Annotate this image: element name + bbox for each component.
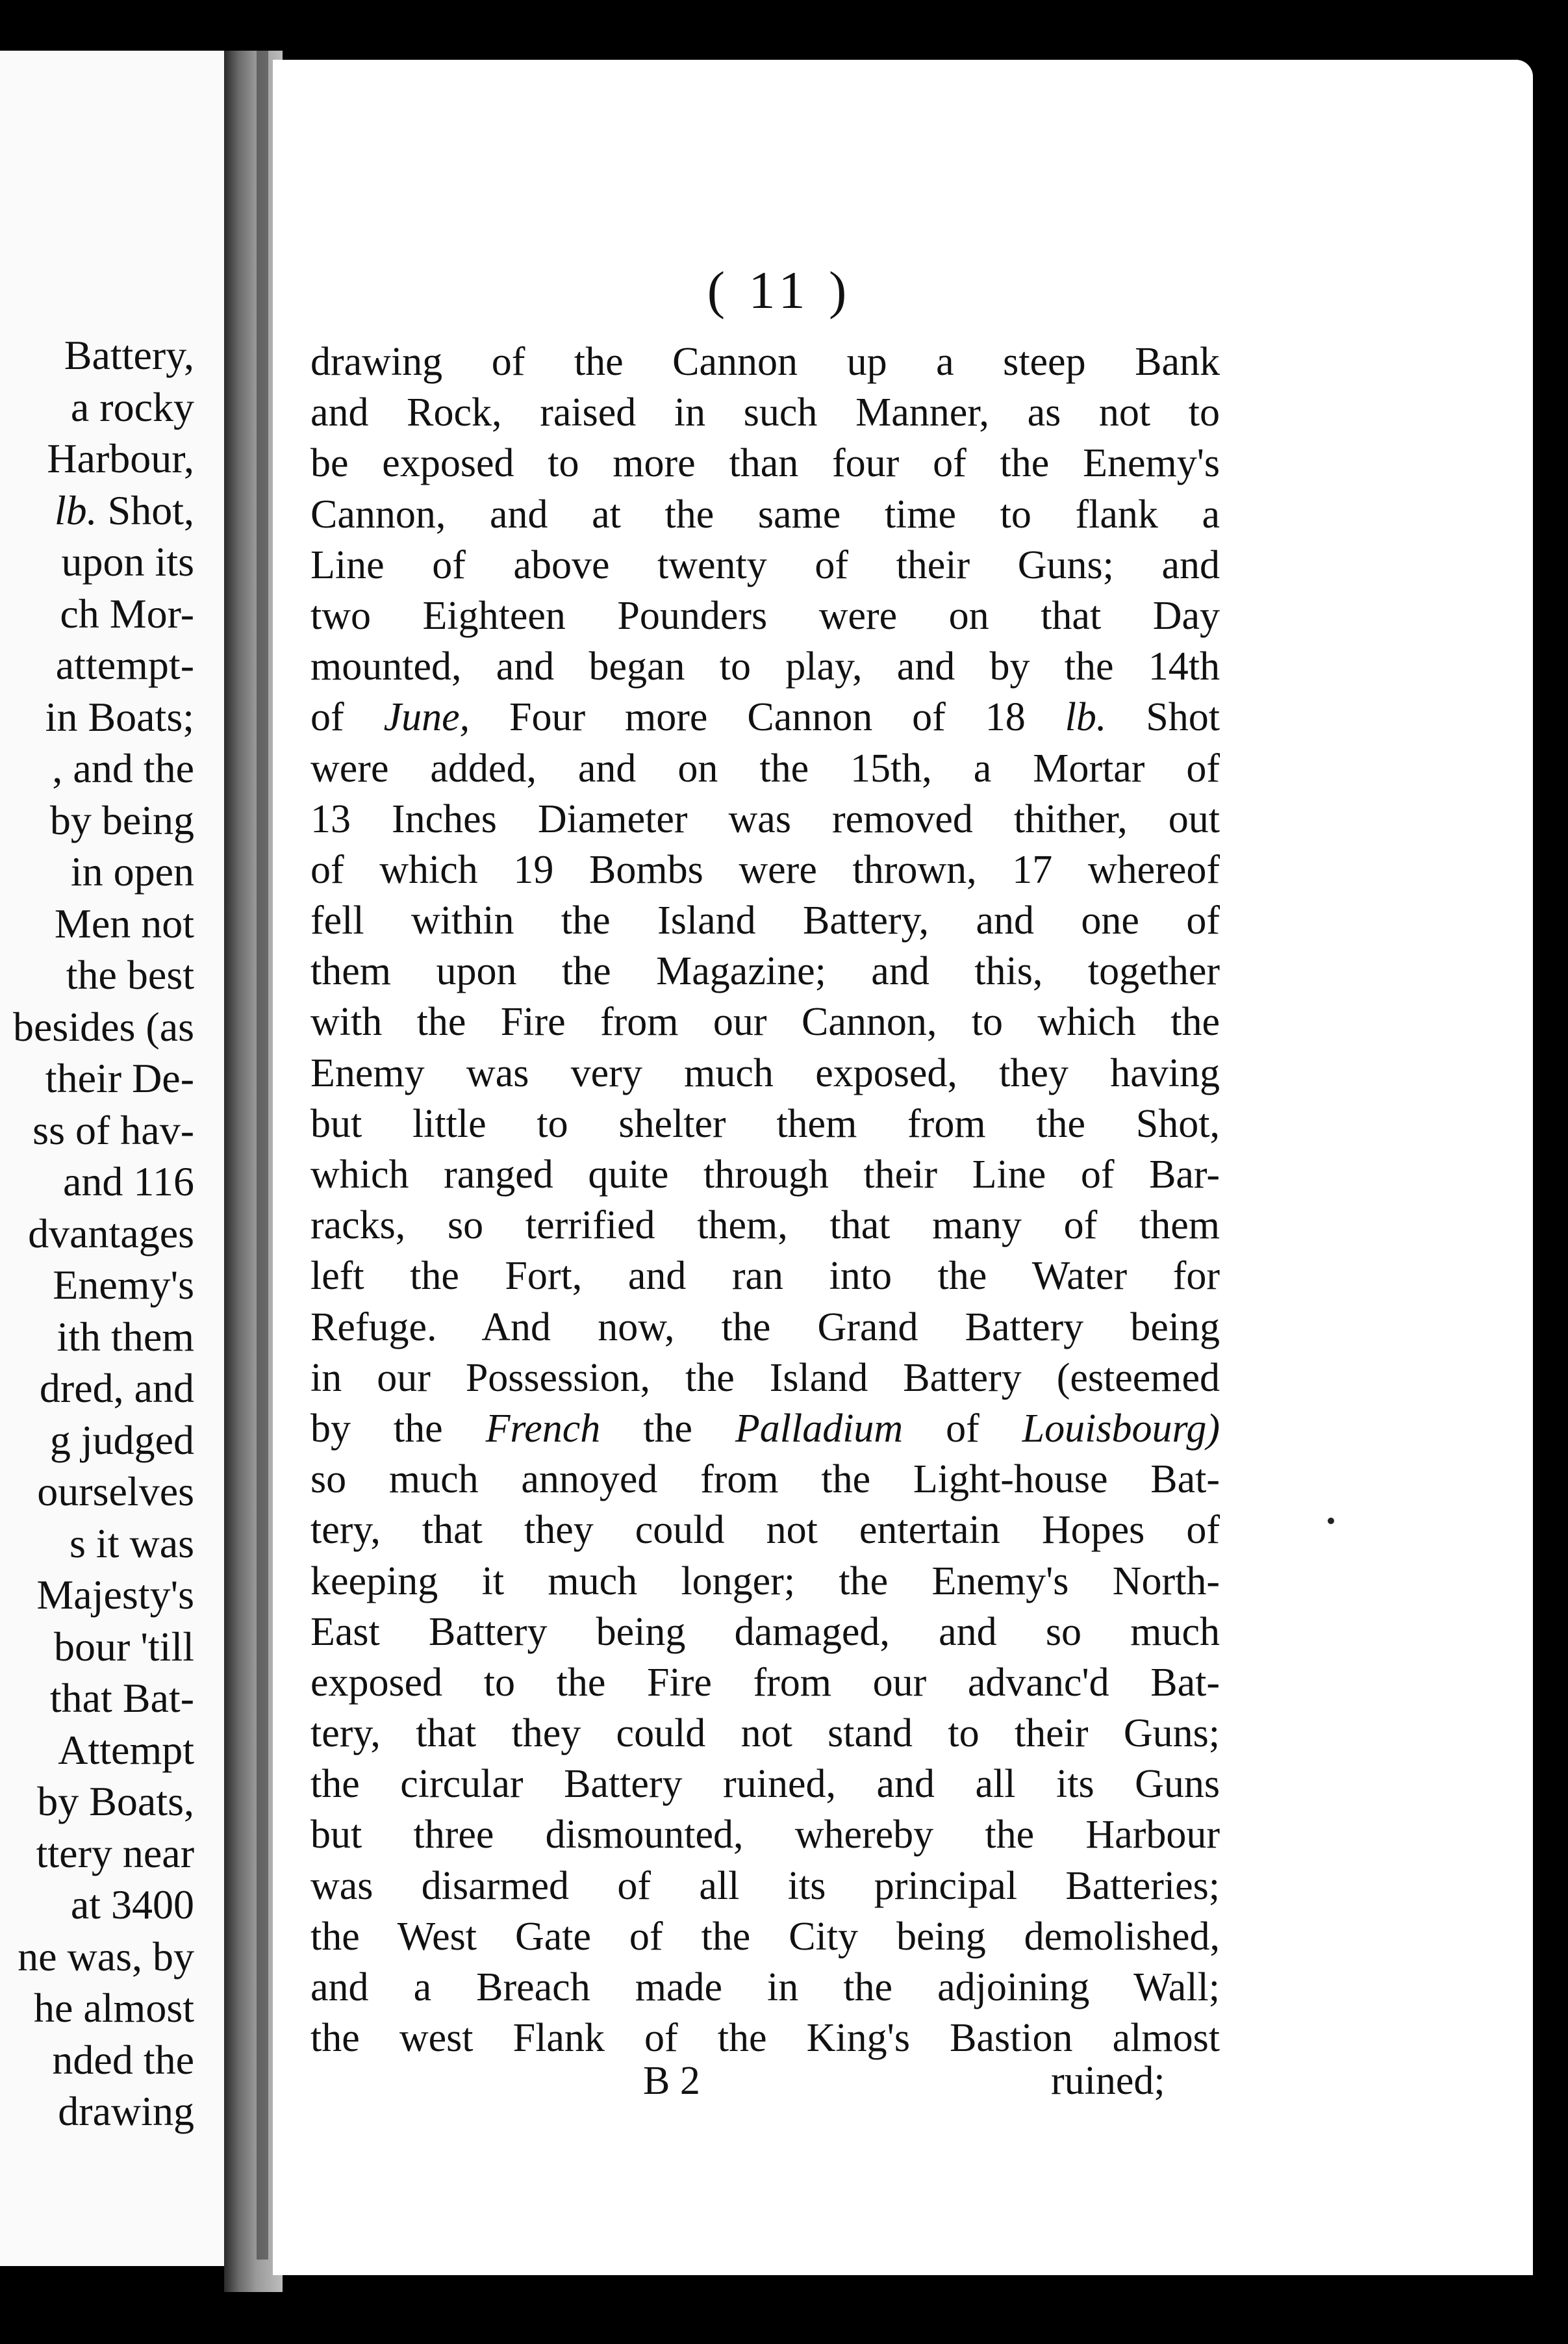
left-page-line: drawing	[58, 2088, 194, 2134]
left-page-line: ourselves	[37, 1468, 194, 1514]
text-line: of which 19 Bombs were thrown, 17 whereof	[310, 847, 1220, 892]
text-line: racks, so terrified them, that many of them	[310, 1203, 1220, 1248]
text-line: tery, that they could not stand to their Guns;	[310, 1711, 1220, 1756]
left-page-line: dvantages	[28, 1210, 194, 1256]
left-page-line: at 3400	[70, 1881, 194, 1928]
text-line: but three dismounted, whereby the Harbour	[310, 1813, 1220, 1857]
left-page-line: and 116	[62, 1158, 194, 1204]
left-page-line: , and the	[52, 745, 194, 791]
text-line: by the French the Palladium of Louisbourg)	[310, 1406, 1220, 1451]
left-page-line: Enemy's	[53, 1262, 194, 1308]
left-page-line: in Boats;	[45, 693, 194, 740]
left-page-line: that Bat-	[49, 1675, 194, 1721]
text-line: so much annoyed from the Light-house Bat-	[310, 1457, 1220, 1502]
left-page-line: g judged	[49, 1416, 194, 1463]
text-line: keeping it much longer; the Enemy's North-	[310, 1559, 1220, 1603]
text-line: Line of above twenty of their Guns; and	[310, 542, 1220, 587]
text-line: tery, that they could not entertain Hopes of	[310, 1508, 1220, 1553]
left-page-line: besides (as	[12, 1003, 194, 1050]
text-line: of June, Four more Cannon of 18 lb. Shot	[310, 695, 1220, 740]
left-page-line: Harbour,	[47, 435, 194, 481]
left-page-line: their De-	[45, 1055, 194, 1101]
left-page-line: ss of hav-	[32, 1106, 194, 1153]
left-page-line: the best	[66, 952, 194, 998]
text-line: be exposed to more than four of the Enemy's	[310, 441, 1220, 486]
text-line: drawing of the Cannon up a steep Bank	[310, 340, 1220, 384]
left-page-line: by being	[49, 796, 194, 843]
text-line: and Rock, raised in such Manner, as not to	[310, 390, 1220, 435]
text-line: East Battery being damaged, and so much	[310, 1609, 1220, 1654]
left-page-line: ith them	[57, 1313, 194, 1360]
left-page-line: s it was	[70, 1520, 194, 1566]
page-speck	[1328, 1518, 1334, 1524]
page-number: ( 11 )	[707, 261, 852, 320]
text-line: in our Possession, the Island Battery (esteemed	[310, 1355, 1220, 1400]
text-line: exposed to the Fire from our advanc'd Bat-	[310, 1660, 1220, 1705]
left-page-line: Battery,	[64, 332, 194, 378]
text-line: and a Breach made in the adjoining Wall;	[310, 1965, 1220, 2009]
left-page-line: by Boats,	[37, 1778, 194, 1824]
text-line: mounted, and began to play, and by the 14th	[310, 644, 1220, 689]
left-page-line: Majesty's	[36, 1572, 194, 1618]
left-page-line: in open	[70, 848, 194, 895]
text-line: Refuge. And now, the Grand Battery being	[310, 1305, 1220, 1349]
text-line: but little to shelter them from the Shot,	[310, 1101, 1220, 1146]
text-line: the west Flank of the King's Bastion almost	[310, 2016, 1220, 2061]
left-page-line: Attempt	[58, 1726, 194, 1773]
left-page-line: a rocky	[70, 383, 194, 430]
catchword: ruined;	[1051, 2059, 1165, 2103]
text-line: Cannon, and at the same time to flank a	[310, 492, 1220, 537]
text-line: left the Fort, and ran into the Water for	[310, 1254, 1220, 1299]
text-line: were added, and on the 15th, a Mortar of	[310, 746, 1220, 791]
text-line: the circular Battery ruined, and all its Guns	[310, 1762, 1220, 1807]
signature-mark: B 2	[643, 2059, 700, 2103]
text-line: 13 Inches Diameter was removed thither, out	[310, 796, 1220, 841]
text-line: with the Fire from our Cannon, to which the	[310, 1000, 1220, 1045]
left-page-line: dred, and	[39, 1365, 194, 1411]
text-line: the West Gate of the City being demolished,	[310, 1914, 1220, 1959]
text-line: was disarmed of all its principal Batteries;	[310, 1863, 1220, 1908]
left-page-fragment	[0, 51, 224, 2266]
left-page-line: bour 'till	[54, 1623, 194, 1670]
left-page-line: ne was, by	[18, 1933, 194, 1980]
left-page-line: attempt-	[55, 642, 194, 688]
left-page-line: nded the	[52, 2036, 194, 2083]
text-line: which ranged quite through their Line of Bar-	[310, 1153, 1220, 1197]
body-text	[310, 337, 1220, 2063]
text-line: two Eighteen Pounders were on that Day	[310, 593, 1220, 638]
left-page-line: upon its	[61, 539, 194, 585]
left-page-line: Men not	[54, 900, 194, 947]
left-page-line: lb. Shot,	[54, 487, 194, 533]
gutter-shadow	[257, 51, 268, 2260]
left-page-line: he almost	[33, 1985, 194, 2031]
text-line: them upon the Magazine; and this, together	[310, 949, 1220, 994]
left-page-line: ch Mor-	[60, 590, 194, 637]
text-line: fell within the Island Battery, and one of	[310, 898, 1220, 943]
text-line: Enemy was very much exposed, they having	[310, 1051, 1220, 1095]
left-page-line: ttery near	[36, 1829, 194, 1876]
